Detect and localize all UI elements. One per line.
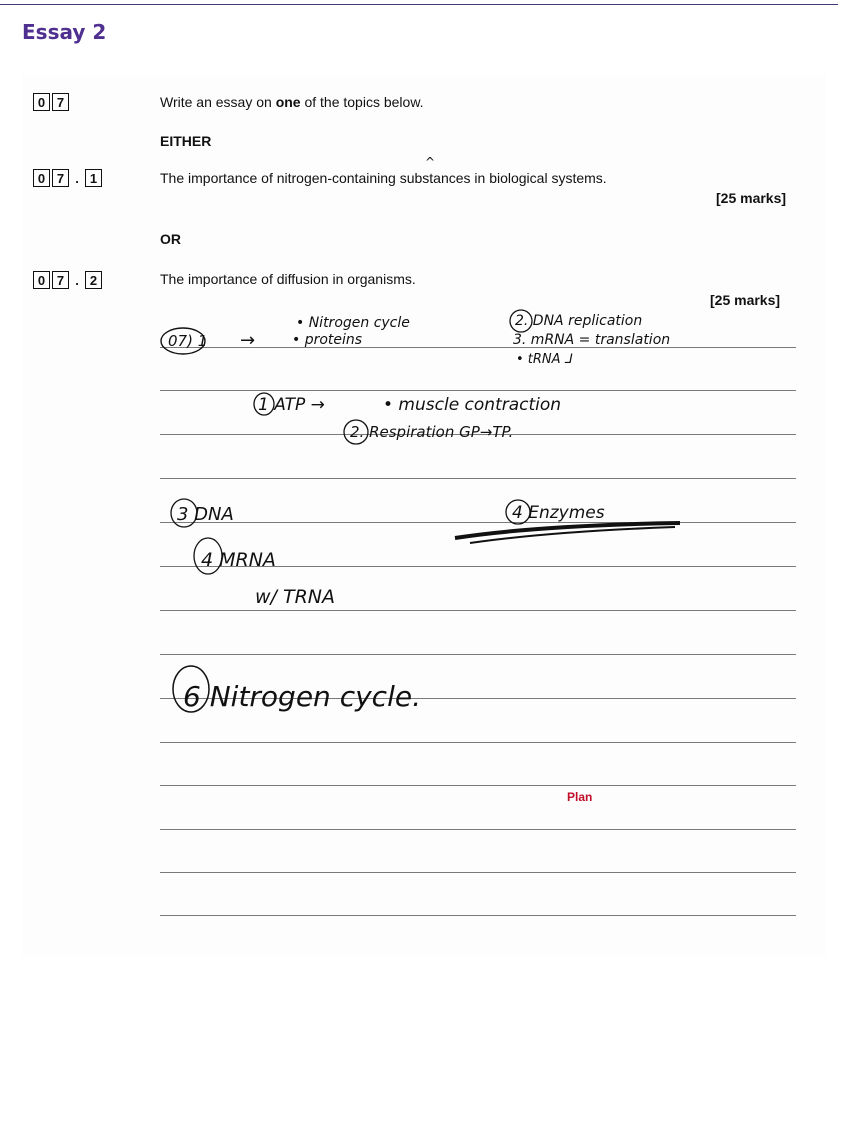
or-label: OR <box>160 231 181 247</box>
marks-label: [25 marks] <box>710 292 781 308</box>
answer-line <box>160 390 796 391</box>
handwritten-text: 2. Respiration GP→TP. <box>350 423 514 441</box>
handwritten-text: 3 DNA <box>177 504 234 525</box>
answer-line <box>160 610 796 611</box>
answer-line <box>160 478 796 479</box>
handwritten-text: w/ TRNA <box>255 586 335 608</box>
handwritten-text: 07) 1 <box>168 332 208 350</box>
answer-line <box>160 829 796 830</box>
handwritten-text: • tRNA ⅃ <box>516 352 572 367</box>
instruction-emphasis: one <box>275 94 301 110</box>
handwritten-text: 1 ATP → <box>258 395 325 415</box>
answer-line <box>160 785 796 786</box>
number-cell: 7 <box>52 93 69 111</box>
marks-label: [25 marks] <box>716 190 787 206</box>
scanned-answer-page <box>22 75 826 955</box>
number-cell: 0 <box>33 271 50 289</box>
number-cell: 0 <box>33 93 50 111</box>
question-instruction <box>160 94 424 110</box>
handwritten-text: • muscle contraction <box>383 395 562 415</box>
handwritten-text: 4 MRNA <box>201 549 276 571</box>
handwritten-text: • proteins <box>292 332 363 348</box>
option-number-box: 0 7 . 1 <box>33 169 102 187</box>
page-title: Essay 2 <box>22 20 107 44</box>
header-divider <box>0 4 838 5</box>
question-number-box <box>33 93 69 111</box>
handwritten-text: 4 Enzymes <box>512 503 605 523</box>
plan-annotation: Plan <box>567 790 593 804</box>
answer-line <box>160 742 796 743</box>
answer-line <box>160 434 796 435</box>
answer-line <box>160 915 796 916</box>
answer-line <box>160 566 796 567</box>
instruction-prefix: Write an essay on <box>160 94 276 110</box>
number-cell: 1 <box>85 169 102 187</box>
option-text: The importance of nitrogen-containing substances in biological systems. <box>160 170 607 186</box>
handwritten-arrow: → <box>240 330 256 351</box>
number-cell: 0 <box>33 169 50 187</box>
instruction-suffix: of the topics below. <box>300 94 424 110</box>
handwritten-text: 2. DNA replication <box>515 313 643 329</box>
number-cell: 2 <box>85 271 102 289</box>
answer-line <box>160 347 796 348</box>
insertion-caret: ^ <box>425 155 436 169</box>
handwritten-text: • Nitrogen cycle <box>296 315 410 331</box>
either-label: EITHER <box>160 133 212 149</box>
handwritten-text: 3. mRNA = translation <box>513 332 671 348</box>
handwritten-text: 6 Nitrogen cycle. <box>183 680 421 713</box>
answer-line <box>160 654 796 655</box>
answer-line <box>160 872 796 873</box>
answer-line <box>160 698 796 699</box>
option-text: The importance of diffusion in organisms. <box>160 271 416 287</box>
answer-line <box>160 522 796 523</box>
number-cell: 7 <box>52 271 69 289</box>
option-number-box: 0 7 . 2 <box>33 271 102 289</box>
number-cell: 7 <box>52 169 69 187</box>
